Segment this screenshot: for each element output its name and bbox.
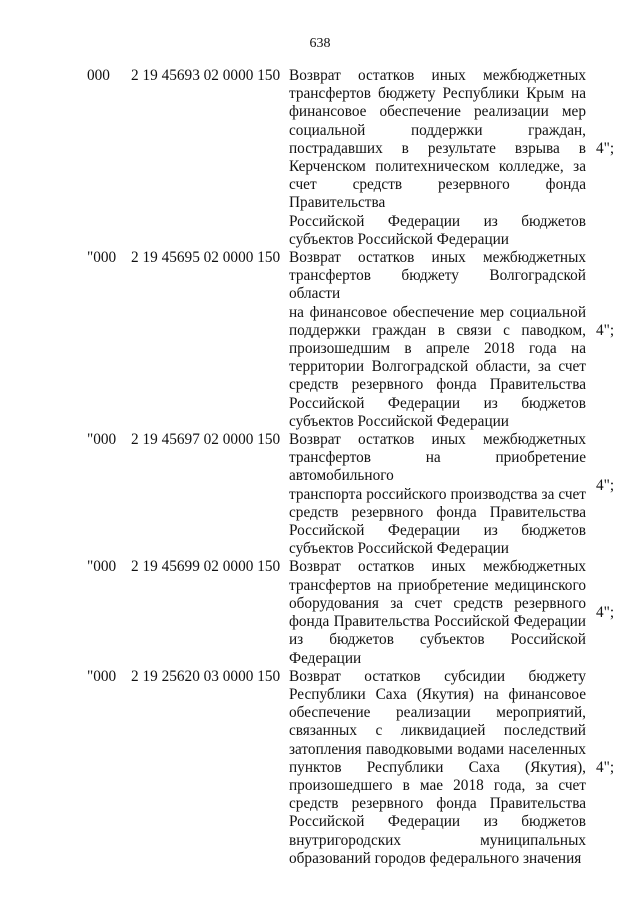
description-line: пунктов Республики Саха (Якутия),	[289, 758, 586, 776]
description-line: обеспечение реализации мероприятий,	[289, 704, 586, 722]
entry-description	[289, 67, 586, 249]
description-line: Российской Федерации из бюджетов	[289, 212, 586, 230]
table-row	[0, 668, 640, 868]
description-line: трансфертов на приобретение медицинского	[289, 576, 586, 594]
budget-classification-code: 2 19 45693 02 0000 150	[131, 67, 281, 84]
description-line: средств резервного фонда Правительства	[289, 795, 586, 813]
description-line: Керченском политехническом колледже, за	[289, 158, 586, 176]
description-line: произошедшего в мае 2018 года, за счет	[289, 776, 586, 794]
description-line: на финансовое обеспечение мер социальной	[289, 303, 586, 321]
description-line: Возврат остатков иных межбюджетных	[289, 67, 586, 84]
amount-cell: 4";	[596, 758, 615, 776]
description-line: Возврат остатков иных межбюджетных	[289, 249, 586, 267]
admin-code: "000	[87, 667, 117, 685]
description-line: пострадавших в результате взрыва в	[289, 139, 586, 157]
amount-cell: 4";	[596, 476, 615, 494]
description-line: трансфертов бюджету Волгоградской области	[289, 267, 586, 303]
budget-code-table	[0, 67, 640, 868]
admin-code: "000	[87, 558, 117, 576]
entry-description	[289, 558, 586, 667]
description-line: образований городов федерального значения	[289, 849, 582, 867]
description-line: связанных с ликвидацией последствий	[289, 722, 586, 740]
description-line: Российской Федерации из бюджетов	[289, 813, 586, 831]
admin-code: "000	[87, 249, 117, 267]
description-line: средств резервного фонда Правительства	[289, 503, 586, 521]
description-line: внутригородских муниципальных	[289, 831, 586, 849]
page-number: 638	[309, 36, 331, 51]
description-line: Федерации	[289, 649, 362, 667]
description-line: субъектов Российской Федерации	[289, 412, 509, 430]
table-row	[0, 558, 640, 667]
description-line: средств резервного фонда Правительства	[289, 376, 586, 394]
admin-code: 000	[87, 67, 110, 84]
description-line: фонда Правительства Российской Федерации	[289, 613, 586, 631]
description-line: Российской Федерации из бюджетов	[289, 394, 586, 412]
description-line: трансфертов бюджету Республики Крым на	[289, 85, 586, 103]
entry-description	[289, 431, 586, 558]
table-row	[0, 67, 640, 249]
description-line: затопления паводковыми водами населенных	[289, 740, 586, 758]
description-line: Возврат остатков субсидии бюджету	[289, 667, 586, 685]
description-line: трансфертов на приобретение автомобильного	[289, 449, 586, 485]
description-line: субъектов Российской Федерации	[289, 540, 509, 558]
description-line: из бюджетов субъектов Российской	[289, 631, 586, 649]
description-line: транспорта российского производства за счет	[289, 485, 586, 503]
description-line: финансовое обеспечение реализации мер	[289, 103, 586, 121]
admin-code: "000	[87, 431, 117, 449]
table-row	[0, 431, 640, 558]
amount-cell: 4";	[596, 321, 615, 339]
description-line: Республики Саха (Якутия) на финансовое	[289, 685, 586, 703]
description-line: социальной поддержки граждан,	[289, 121, 586, 139]
table-row	[0, 249, 640, 431]
budget-classification-code: 2 19 25620 03 0000 150	[131, 667, 281, 685]
description-line: территории Волгоградской области, за счет	[289, 358, 586, 376]
description-line: Возврат остатков иных межбюджетных	[289, 558, 586, 576]
description-line: оборудования за счет средств резервного	[289, 594, 586, 612]
description-line: счет средств резервного фонда Правительства	[289, 176, 586, 212]
amount-cell: 4";	[596, 603, 615, 621]
budget-classification-code: 2 19 45695 02 0000 150	[131, 249, 281, 267]
description-line: Российской Федерации из бюджетов	[289, 522, 586, 540]
amount-cell: 4";	[596, 139, 615, 157]
description-line: субъектов Российской Федерации	[289, 230, 509, 248]
description-line: произошедшим в апреле 2018 года на	[289, 340, 586, 358]
description-line: Возврат остатков иных межбюджетных	[289, 431, 586, 449]
budget-classification-code: 2 19 45697 02 0000 150	[131, 431, 281, 449]
budget-classification-code: 2 19 45699 02 0000 150	[131, 558, 281, 576]
entry-description	[289, 249, 586, 431]
description-line: поддержки граждан в связи с паводком,	[289, 321, 586, 339]
entry-description	[289, 668, 586, 868]
